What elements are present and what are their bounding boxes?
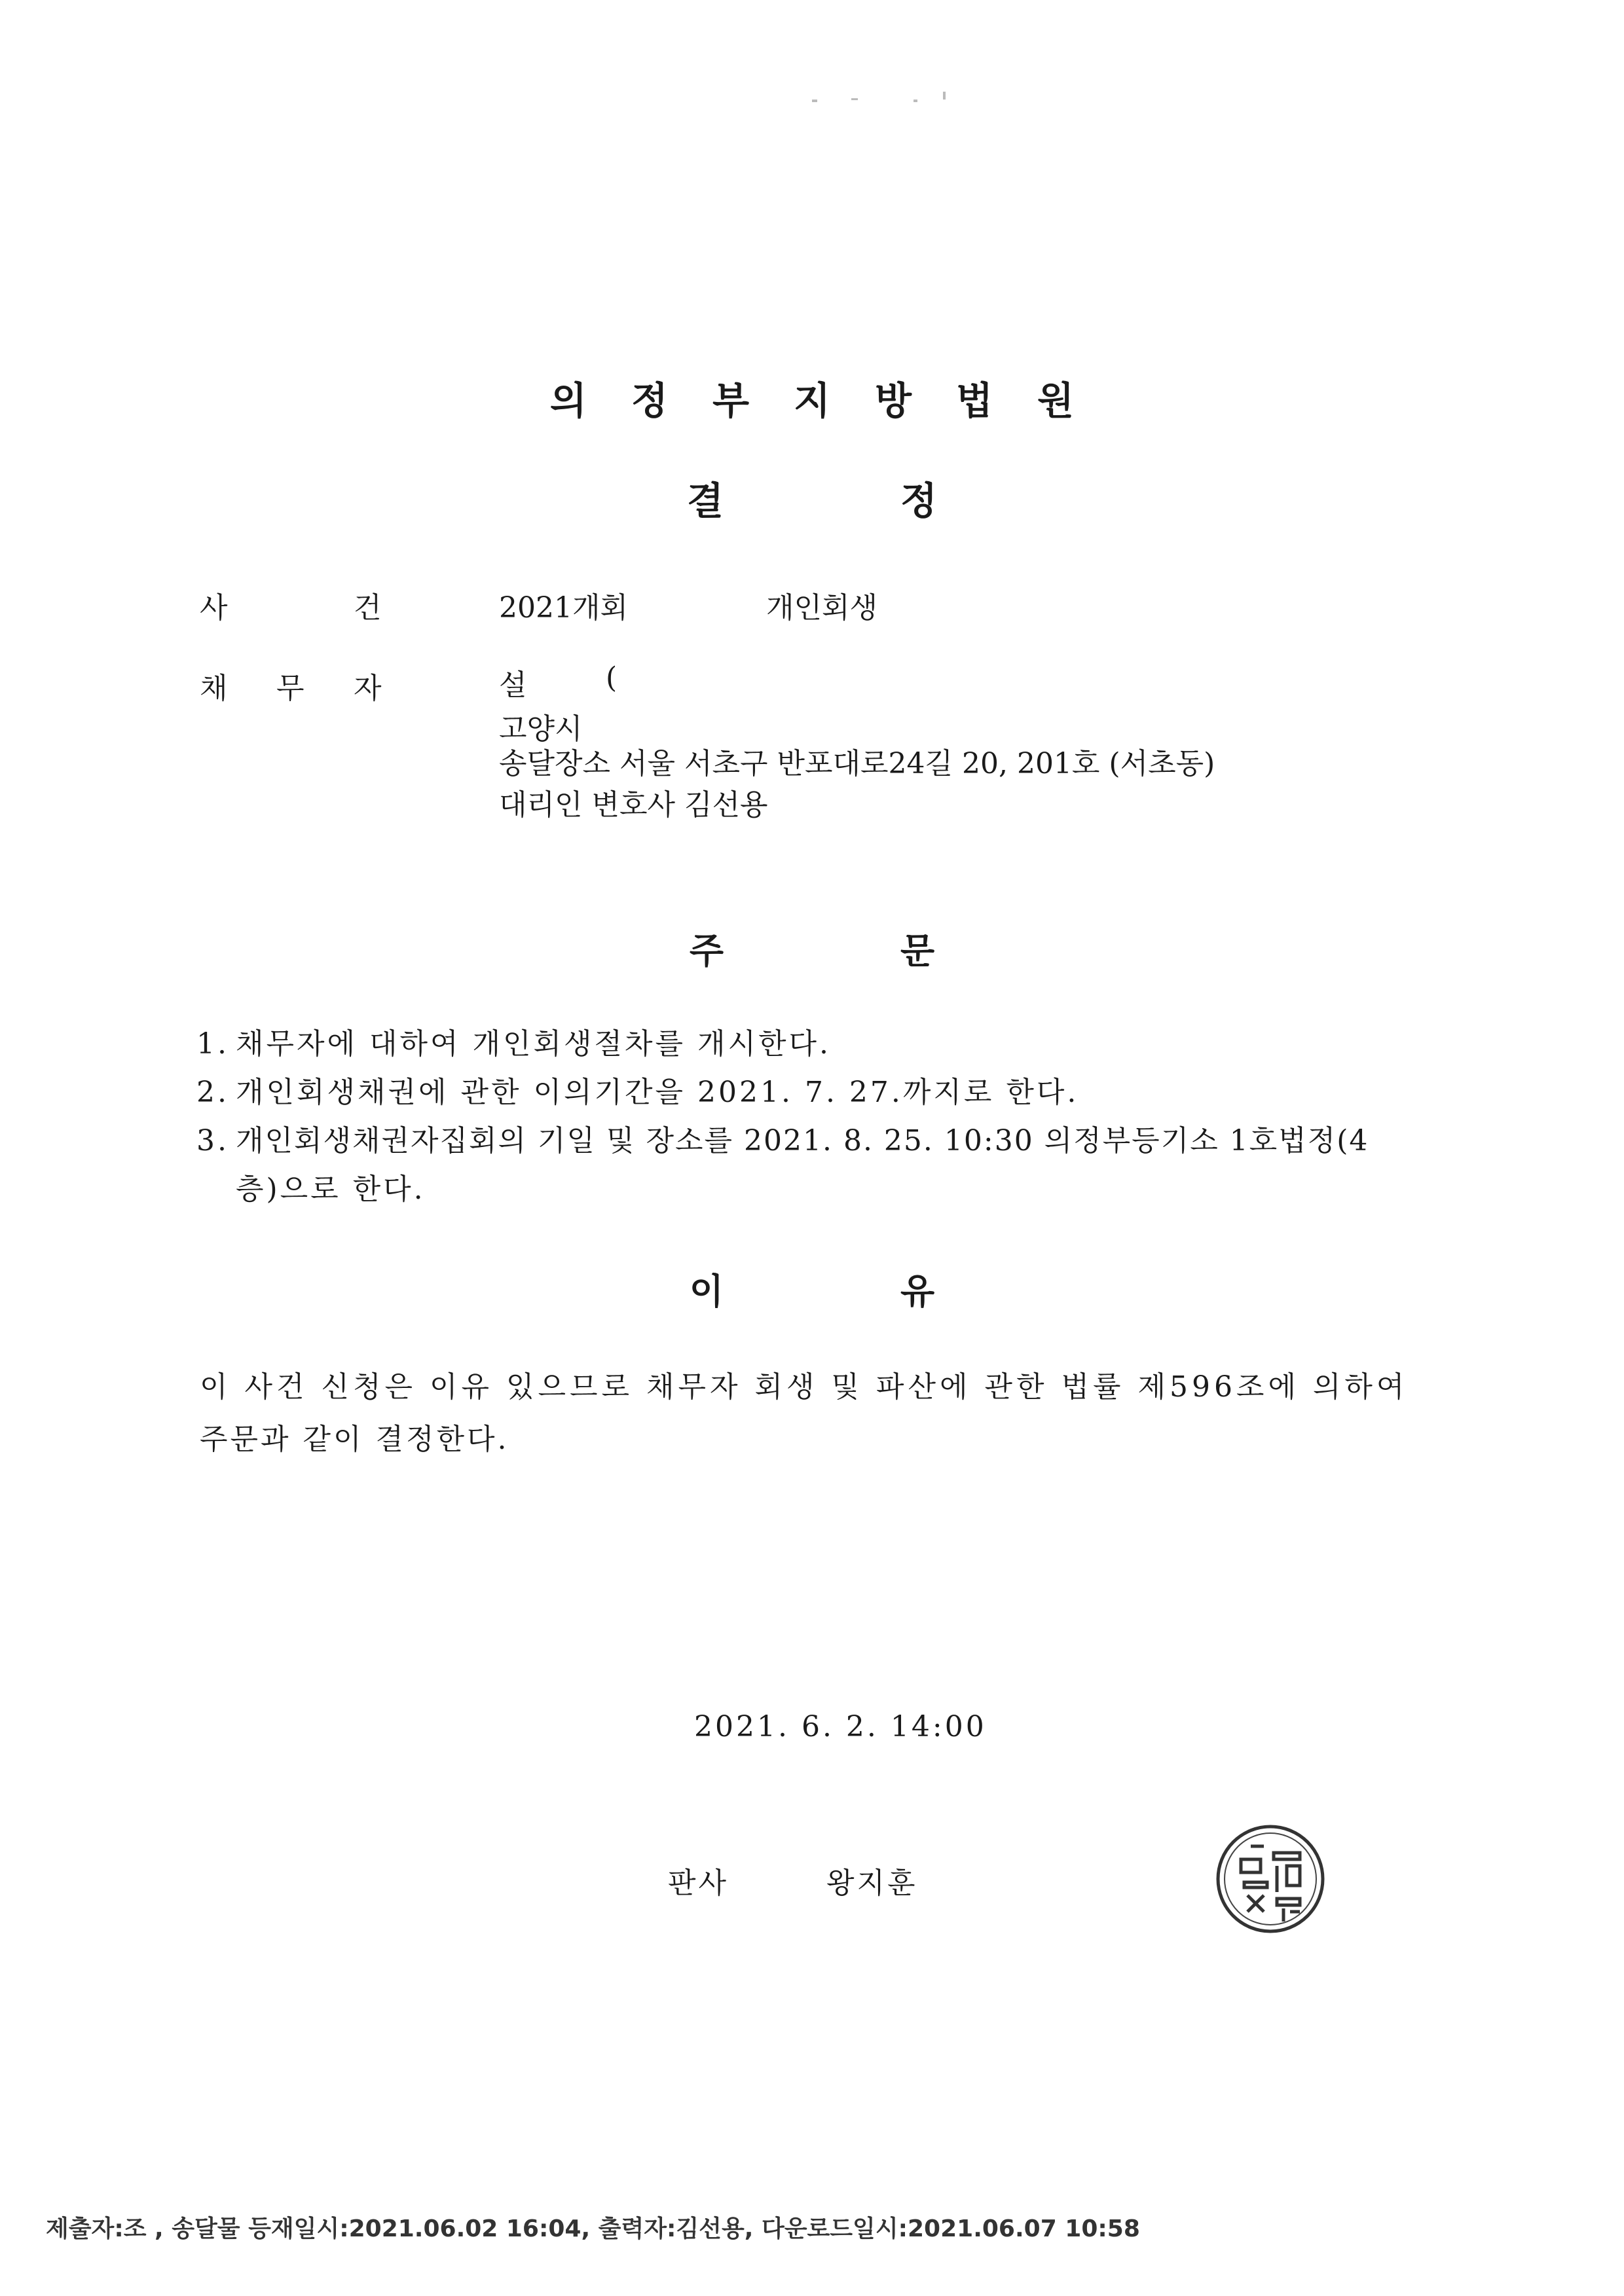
order-item-text: 개인회생채권자집회의 기일 및 장소를 2021. 8. 25. 10:30 의정부등기소 1호법정(4 bbox=[236, 1124, 1369, 1157]
debtor-paren: ( bbox=[606, 661, 618, 695]
case-label-1: 사 bbox=[200, 591, 228, 625]
judge-title: 판사 bbox=[668, 1867, 729, 1900]
reason-line-2: 주문과 같이 결정한다. bbox=[200, 1423, 509, 1456]
order-item-1 bbox=[196, 1020, 831, 1062]
court-seal bbox=[1211, 1820, 1329, 1938]
debtor-label-1: 채 bbox=[200, 672, 228, 705]
order-item-number: 2. bbox=[196, 1076, 229, 1109]
order-item-text: 개인회생채권에 관한 이의기간을 2021. 7. 27.까지로 한다. bbox=[236, 1076, 1079, 1109]
scan-speck bbox=[913, 100, 917, 102]
debtor-name: 설 bbox=[499, 668, 527, 702]
court-name: 의정부지방법원 bbox=[549, 378, 1119, 423]
reason-line-1: 이 사건 신청은 이유 있으므로 채무자 회생 및 파산에 관한 법률 제596조에 의하여 bbox=[200, 1370, 1409, 1404]
judge-name: 왕지훈 bbox=[826, 1867, 918, 1900]
scan-speck bbox=[812, 100, 817, 102]
reason-title-left: 이 bbox=[689, 1271, 724, 1312]
scan-speck bbox=[943, 92, 946, 100]
reason-title bbox=[0, 1264, 1624, 1314]
decision-date: 2021. 6. 2. 14:00 bbox=[694, 1710, 987, 1743]
order-item-3 bbox=[196, 1117, 1369, 1159]
footer-metadata: 제출자:조 , 송달물 등재일시:2021.06.02 16:04, 출력자:김선용, 다운로드일시:2021.06.07 10:58 bbox=[46, 2215, 1140, 2242]
case-type: 개인회생 bbox=[766, 591, 878, 625]
order-item-text: 채무자에 대하여 개인회생절차를 개시한다. bbox=[236, 1027, 832, 1061]
legal-agent: 대리인 변호사 김선용 bbox=[499, 788, 768, 822]
document-title-left: 결 bbox=[686, 479, 724, 523]
debtor-label-2: 무 bbox=[276, 672, 304, 705]
document-title bbox=[0, 470, 1624, 525]
order-item-number: 3. bbox=[196, 1124, 229, 1157]
order-item-3-continued: 층)으로 한다. bbox=[236, 1173, 426, 1206]
order-item-number: 1. bbox=[196, 1027, 229, 1061]
case-number: 2021개회 bbox=[499, 591, 628, 625]
order-title-right: 문 bbox=[900, 930, 935, 972]
service-address: 송달장소 서울 서초구 반포대로24길 20, 201호 (서초동) bbox=[499, 747, 1215, 780]
order-title-left: 주 bbox=[689, 930, 724, 972]
scan-speck bbox=[851, 98, 858, 100]
document-title-right: 정 bbox=[900, 479, 938, 523]
debtor-address: 고양시 bbox=[499, 712, 583, 746]
debtor-label-3: 자 bbox=[354, 672, 382, 705]
order-title bbox=[0, 923, 1624, 974]
case-label-2: 건 bbox=[354, 591, 382, 625]
order-item-2 bbox=[196, 1068, 1079, 1110]
reason-title-right: 유 bbox=[900, 1271, 935, 1312]
